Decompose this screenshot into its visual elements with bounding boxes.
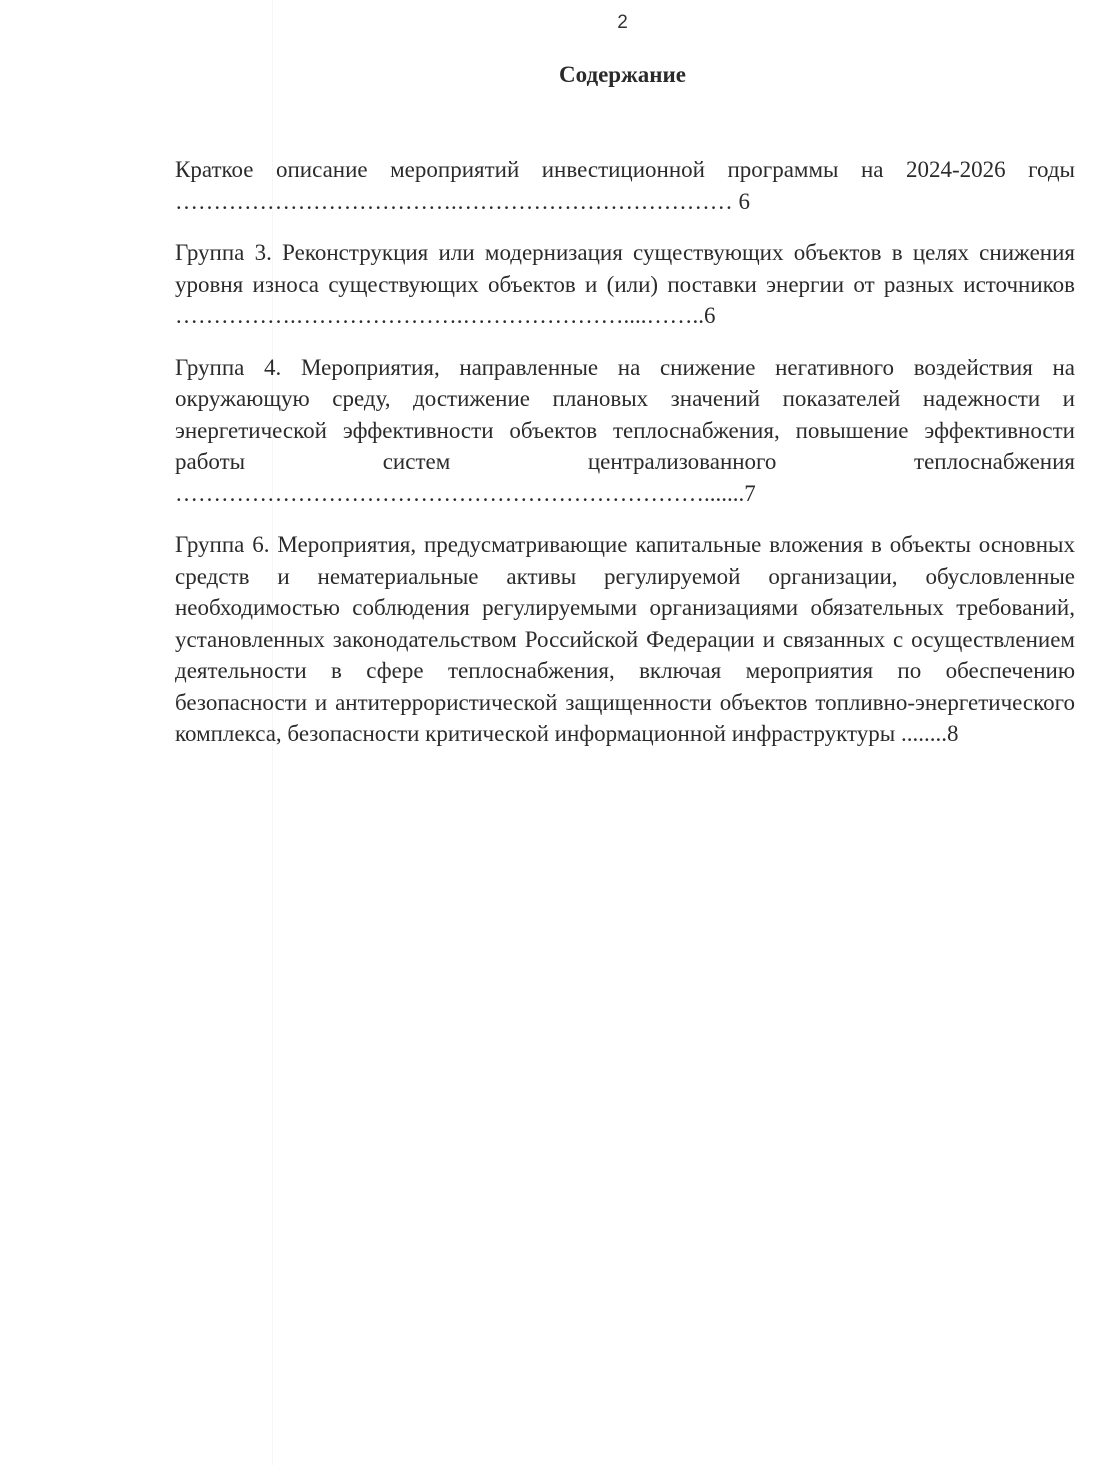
page-number: 2	[617, 12, 628, 33]
toc-entry-group-4: Группа 4. Мероприятия, направленные на снижение негативного воздействия на окружающую среду, достижение плановых значений показателей надежности и энергетической эффективности объектов теплоснабжения, повышение эффективности работы систем централизованного теплоснабжения …………………………………………………………….......7	[175, 354, 1075, 506]
table-of-contents	[175, 154, 1075, 770]
toc-entry-group-3: Группа 3. Реконструкция или модернизация существующих объектов в целях снижения уровня износа существующих объектов и (или) поставки энергии от разных источников …………….………………….…………………....……..6	[175, 240, 1075, 328]
toc-entry-summary: Краткое описание мероприятий инвестиционной программы на 2024-2026 годы ……………………………….……………………………… 6	[175, 157, 1075, 214]
toc-entry-group-6: Группа 6. Мероприятия, предусматривающие капитальные вложения в объекты основных средств и нематериальные активы регулируемой организации, обусловленные необходимостью соблюдения регулируемыми организациями обязательных требований, установленных законодательством Российской Федерации и связанных с осуществлением деятельности в сфере теплоснабжения, включая мероприятия по обеспечению безопасности и антитеррористической защищенности объектов топливно-энергетического комплекса, безопасности критической информационной инфраструктуры ........8	[175, 532, 1075, 746]
page-title: Содержание	[559, 62, 686, 87]
